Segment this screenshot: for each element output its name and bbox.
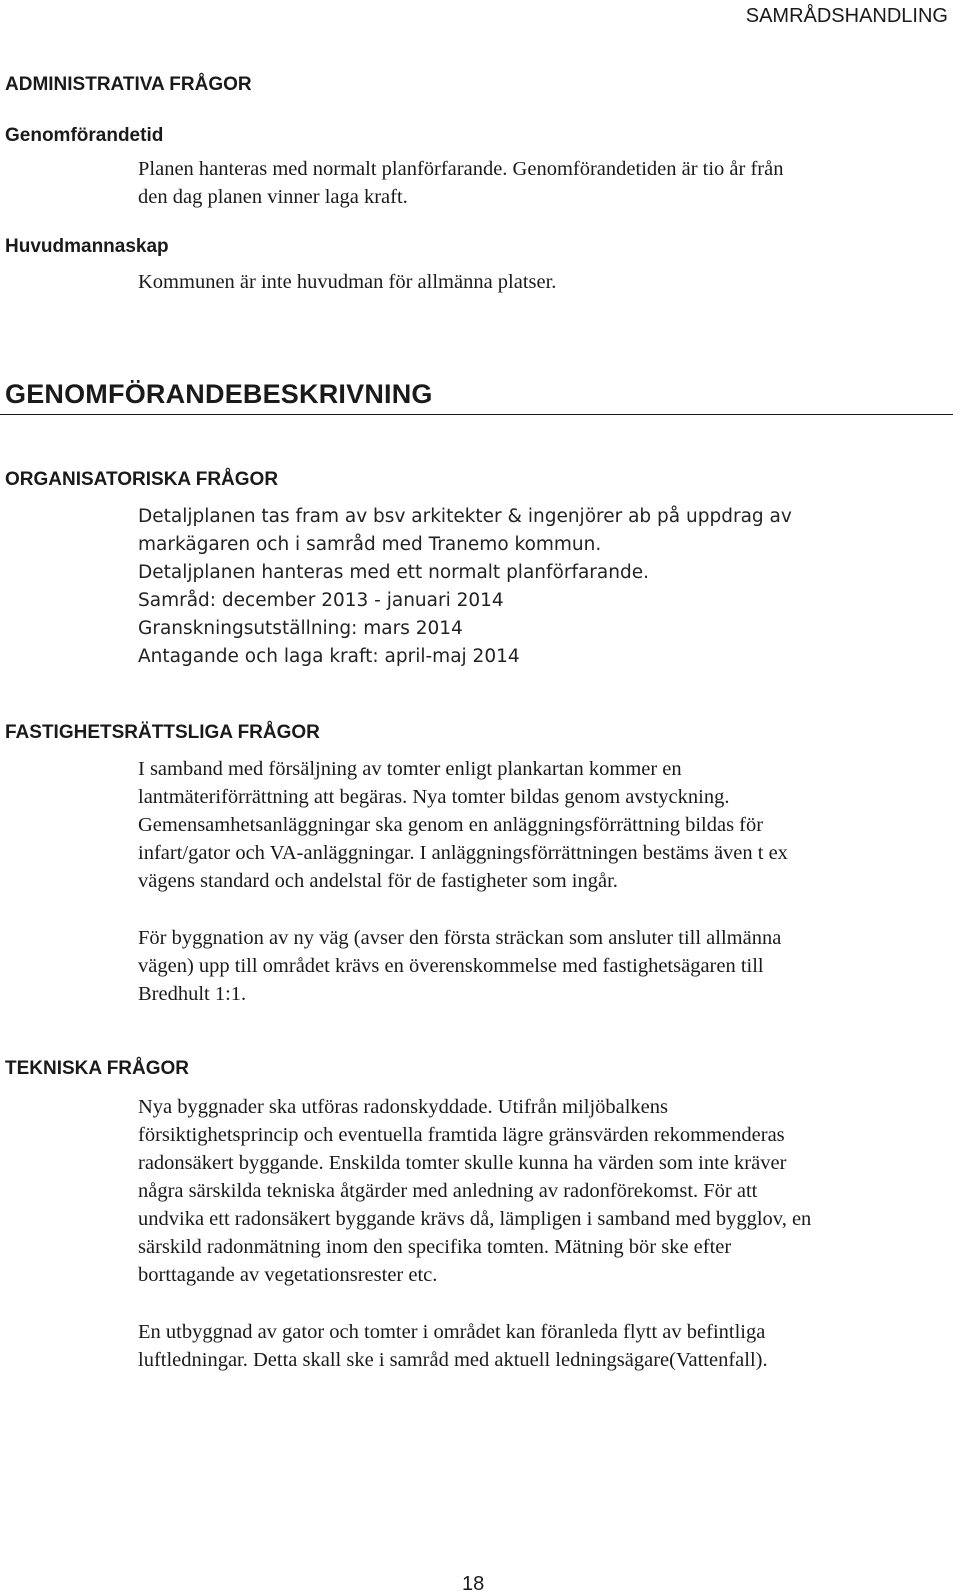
text-line: Gemensamhetsanläggningar ska genom en anläggningsförrättning bildas för: [138, 814, 764, 836]
text-line: Nya byggnader ska utföras radonskyddade. Utifrån miljöbalkens: [138, 1096, 669, 1118]
paragraph-tekniska-2: [138, 1318, 953, 1374]
page-number: 18: [462, 1573, 485, 1595]
text-line: Bredhult 1:1.: [138, 983, 247, 1005]
text-line: undvika ett radonsäkert byggande krävs då, lämpligen i samband med bygglov, en: [138, 1208, 812, 1230]
text-line: Kommunen är inte huvudman för allmänna platser.: [138, 271, 557, 293]
section-title-tekniska: TEKNISKA FRÅGOR: [5, 1058, 190, 1079]
text-line: Samråd: december 2013 - januari 2014: [138, 590, 504, 611]
text-line: luftledningar. Detta skall ske i samråd med aktuell ledningsägare(Vattenfall).: [138, 1349, 768, 1371]
text-line: vägens standard och andelstal för de fastigheter som ingår.: [138, 870, 618, 892]
text-line: borttagande av vegetationsrester etc.: [138, 1264, 438, 1286]
section-title-organisatoriska: ORGANISATORISKA FRÅGOR: [5, 469, 279, 490]
text-line: särskild radonmätning inom den specifika tomten. Mätning bör ske efter: [138, 1236, 732, 1258]
text-line: Antagande och laga kraft: april-maj 2014: [138, 646, 520, 667]
text-line: några särskilda tekniska åtgärder med anledning av radonförekomst. För att: [138, 1180, 758, 1202]
subheading-genomforandetid: Genomförandetid: [5, 125, 164, 146]
text-line: lantmäteriförrättning att begäras. Nya tomter bildas genom avstyckning.: [138, 786, 730, 808]
subheading-huvudmannaskap: Huvudmannaskap: [5, 236, 169, 257]
text-line: I samband med försäljning av tomter enligt plankartan kommer en: [138, 758, 682, 780]
text-line: den dag planen vinner laga kraft.: [138, 186, 408, 208]
text-line: Granskningsutställning: mars 2014: [138, 618, 463, 639]
text-line: radonsäkert byggande. Enskilda tomter skulle kunna ha värden som inte kräver: [138, 1152, 787, 1174]
section-title-fastighetsrattsliga: FASTIGHETSRÄTTSLIGA FRÅGOR: [5, 722, 320, 743]
text-line: markägaren och i samråd med Tranemo kommun.: [138, 534, 602, 555]
text-line: Planen hanteras med normalt planförfarande. Genomförandetiden är tio år från: [138, 158, 784, 180]
section-title-administrativa: ADMINISTRATIVA FRÅGOR: [5, 74, 252, 95]
text-line: försiktighetsprincip och eventuella framtida lägre gränsvärden rekommenderas: [138, 1124, 785, 1146]
document-status-label: SAMRÅDSHANDLING: [745, 5, 948, 27]
text-line: Detaljplanen tas fram av bsv arkitekter & ingenjörer ab på uppdrag av: [138, 506, 792, 527]
paragraph-tekniska-1: [138, 1093, 953, 1289]
chapter-divider: [0, 414, 953, 415]
text-line: infart/gator och VA-anläggningar. I anläggningsförrättningen bestäms även t ex: [138, 842, 788, 864]
paragraph-fastighet-2: [138, 924, 953, 1008]
text-line: För byggnation av ny väg (avser den första sträckan som ansluter till allmänna: [138, 927, 782, 949]
paragraph-organisatoriska: [138, 503, 953, 671]
chapter-title-genomforandebeskrivning: GENOMFÖRANDEBESKRIVNING: [5, 379, 433, 409]
paragraph-genomforandetid: [138, 155, 953, 211]
text-line: vägen) upp till området krävs en överenskommelse med fastighetsägaren till: [138, 955, 764, 977]
text-line: Detaljplanen hanteras med ett normalt planförfarande.: [138, 562, 649, 583]
paragraph-huvudmannaskap: [138, 268, 953, 296]
paragraph-fastighet-1: [138, 755, 953, 895]
text-line: En utbyggnad av gator och tomter i området kan föranleda flytt av befintliga: [138, 1321, 766, 1343]
